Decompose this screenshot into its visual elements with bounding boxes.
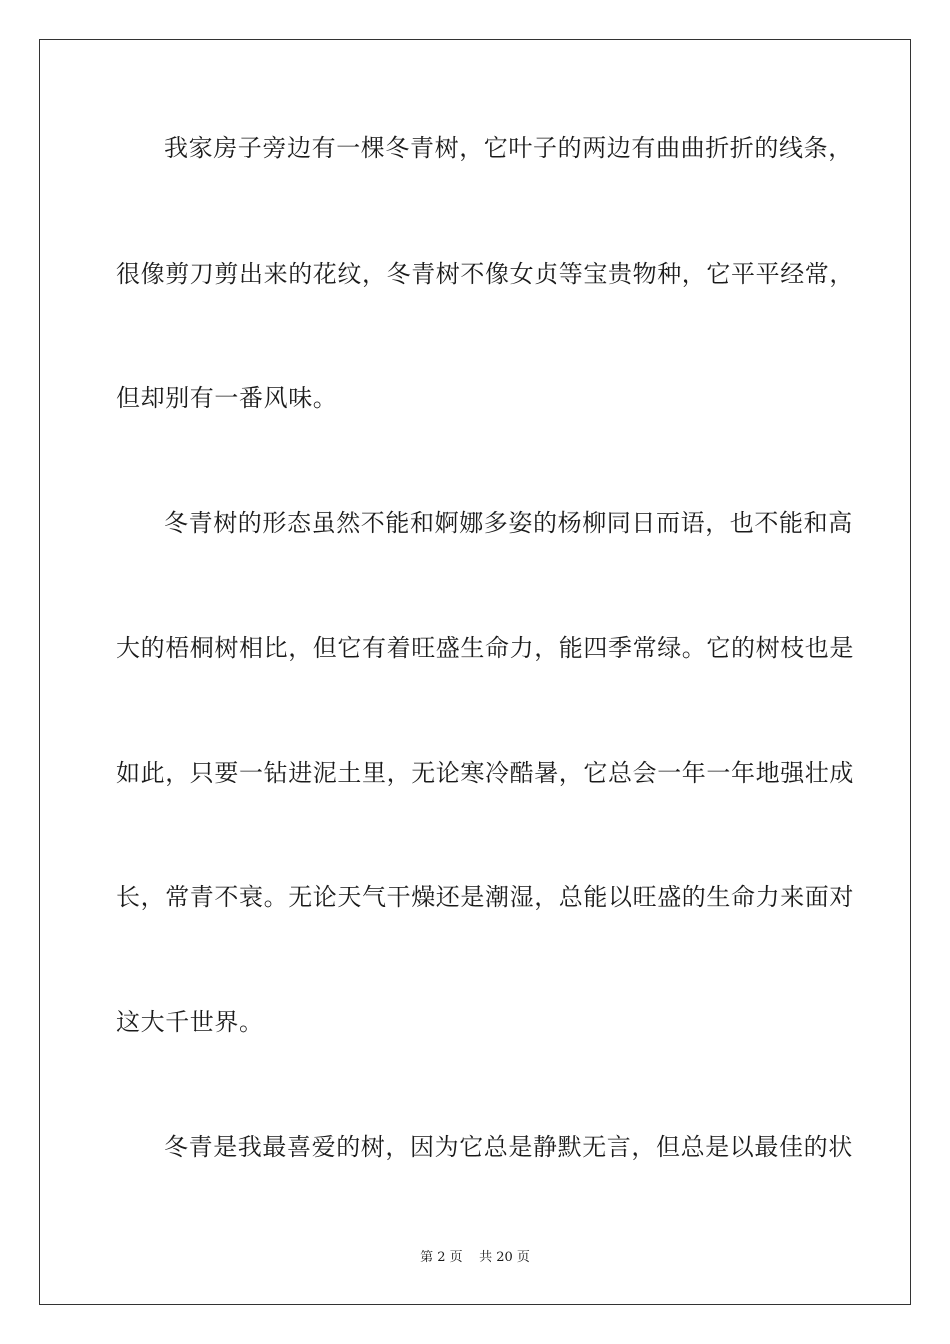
paragraph-1-line-1: 我家房子旁边有一棵冬青树，它叶子的两边有曲曲折折的线条，	[164, 134, 853, 162]
paragraph-1-line-2: 很像剪刀剪出来的花纹，冬青树不像女贞等宝贵物种，它平平经常，	[116, 260, 854, 288]
paragraph-2-line-1: 冬青树的形态虽然不能和婀娜多姿的杨柳同日而语，也不能和高	[164, 509, 853, 537]
page-footer: 第 2 页 共 20 页	[420, 1250, 530, 1265]
paragraph-1-line-3: 但却别有一番风味。	[116, 384, 338, 412]
paragraph-2-line-5: 这大千世界。	[116, 1008, 264, 1036]
paragraph-2-line-2: 大的梧桐树相比，但它有着旺盛生命力，能四季常绿。它的树枝也是	[116, 634, 854, 662]
paragraph-2-line-4: 长，常青不衰。无论天气干燥还是潮湿，总能以旺盛的生命力来面对	[116, 883, 854, 911]
paragraph-2-line-3: 如此，只要一钻进泥土里，无论寒冷酷暑，它总会一年一年地强壮成	[116, 759, 854, 787]
page-border	[39, 39, 911, 1305]
paragraph-3-line-1: 冬青是我最喜爱的树，因为它总是静默无言，但总是以最佳的状	[164, 1133, 853, 1161]
